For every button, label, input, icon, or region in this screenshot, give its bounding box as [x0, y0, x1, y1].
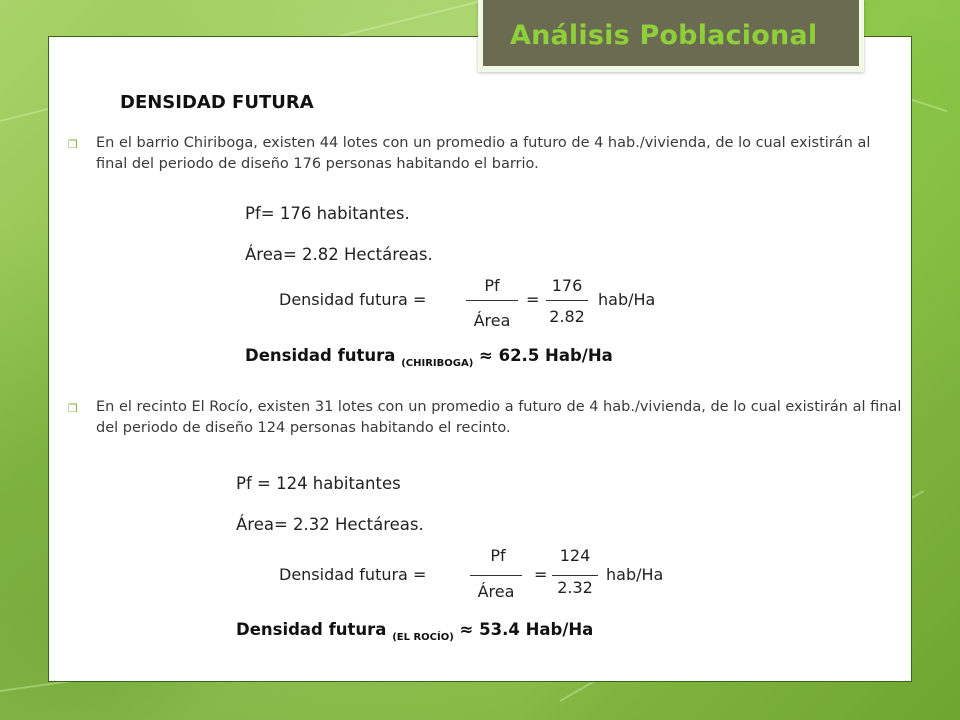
pf-el-rocio: Pf = 124 habitantes	[236, 474, 401, 493]
fraction-bar	[546, 300, 588, 301]
fraction-numerator-value: 124	[559, 546, 591, 565]
formula-equals: =	[534, 565, 548, 584]
fraction-numerator-pf: Pf	[490, 546, 506, 565]
result-value: ≈ 62.5 Hab/Ha	[479, 346, 613, 365]
fraction-numerator-pf: Pf	[484, 276, 500, 295]
fraction-denominator-area: Área	[477, 582, 515, 601]
formula-unit: hab/Ha	[606, 565, 664, 584]
fraction-denominator-area: Área	[473, 311, 511, 330]
formula-lhs-chiriboga: Densidad futura =	[279, 290, 427, 309]
formula-equals: =	[526, 290, 540, 309]
result-subscript: (CHIRIBOGA)	[401, 358, 474, 369]
result-label: Densidad futura	[245, 346, 396, 365]
result-subscript: (EL ROCÍO)	[392, 632, 454, 643]
formula-lhs-el-rocio: Densidad futura =	[279, 565, 427, 584]
area-chiriboga: Área= 2.82 Hectáreas.	[245, 245, 433, 264]
slide-title: Análisis Poblacional	[510, 20, 818, 51]
fraction-bar	[466, 300, 518, 301]
bullet-text-chiriboga: En el barrio Chiriboga, existen 44 lotes con un promedio a futuro de 4 hab./vivienda, de lo cual existirán al final del periodo de diseño 176 personas habitando el barrio.	[96, 135, 871, 172]
fraction-denominator-value: 2.82	[549, 307, 585, 326]
bullet-text-el-rocio: En el recinto El Rocío, existen 31 lotes con un promedio a futuro de 4 hab./vivienda, de lo cual existirán al final del periodo de diseño 124 personas habitando el recinto.	[96, 399, 902, 436]
result-chiriboga	[245, 346, 613, 369]
result-label: Densidad futura	[236, 620, 387, 639]
fraction-numerator-value: 176	[551, 276, 583, 295]
hollow-square-bullet-icon: ❒	[68, 402, 78, 415]
area-el-rocio: Área= 2.32 Hectáreas.	[236, 515, 424, 534]
section-heading: DENSIDAD FUTURA	[120, 92, 314, 113]
result-el-rocio	[236, 620, 593, 643]
hollow-square-bullet-icon: ❒	[68, 138, 78, 151]
fraction-bar	[552, 575, 598, 576]
fraction-denominator-value: 2.32	[557, 578, 593, 597]
pf-chiriboga: Pf= 176 habitantes.	[245, 204, 410, 223]
fraction-bar	[470, 575, 522, 576]
formula-unit: hab/Ha	[598, 290, 656, 309]
result-value: ≈ 53.4 Hab/Ha	[459, 620, 594, 639]
